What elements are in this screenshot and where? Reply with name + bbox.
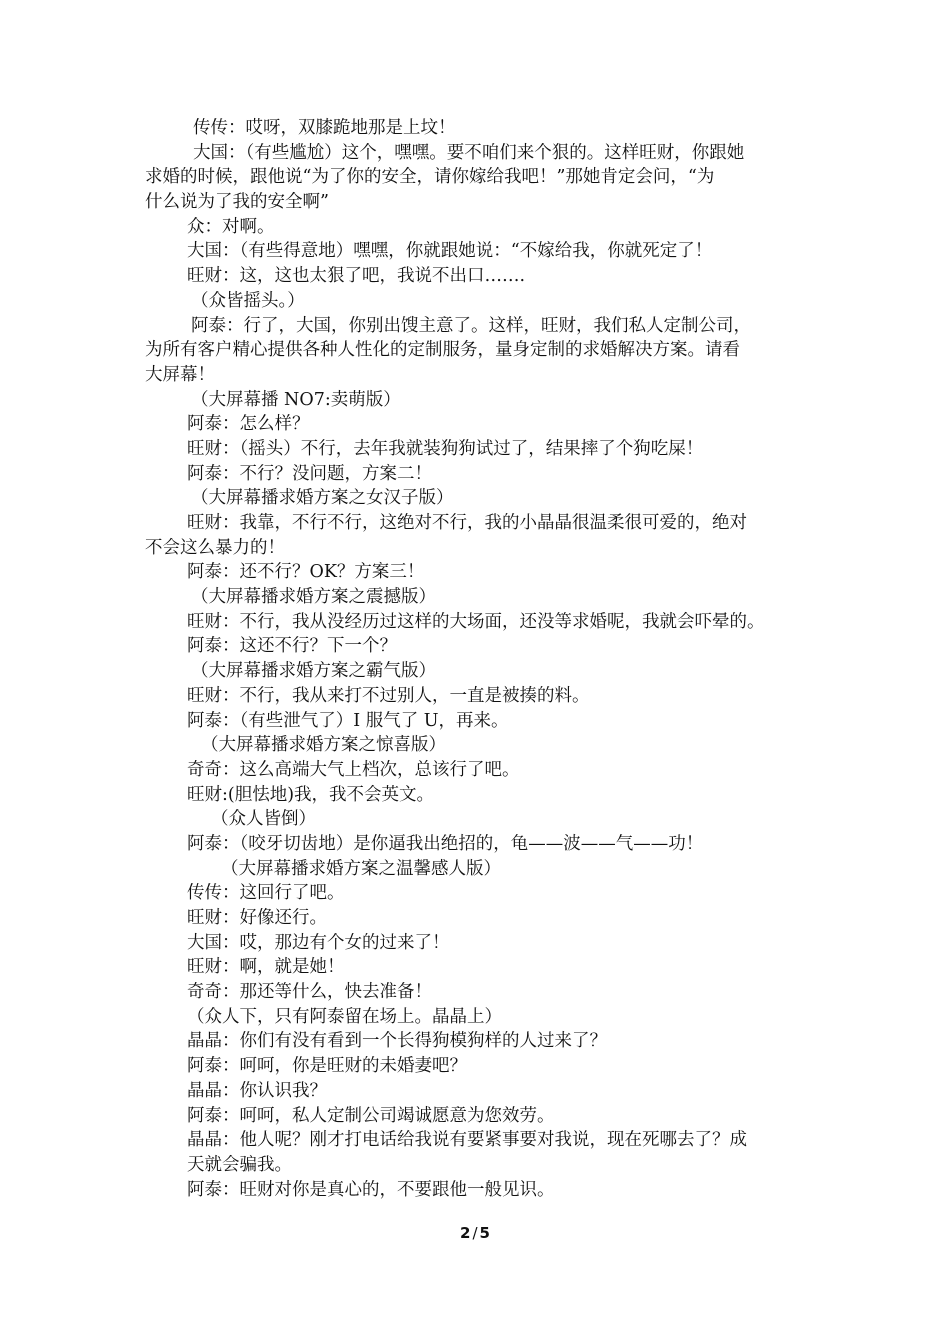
script-line: 求婚的时候，跟他说“为了你的安全，请你嫁给我吧！”那她肯定会问，“为 [145,167,715,188]
script-line: 晶晶：你们有没有看到一个长得狗模狗样的人过来了？ [187,1031,607,1052]
page-separator: / [472,1224,478,1242]
script-line: 奇奇：这么高端大气上档次，总该行了吧。 [187,759,520,780]
script-line: 阿泰：呵呵，私人定制公司竭诚愿意为您效劳。 [187,1105,555,1126]
script-line: 奇奇：那还等什么，快去准备！ [187,982,432,1003]
current-page-number: 2 [460,1224,471,1242]
total-page-count: 5 [479,1224,490,1242]
script-line: 阿泰：旺财对你是真心的，不要跟他一般见识。 [187,1179,555,1200]
script-line: 旺财：这，这也太狠了吧，我说不出口……. [187,266,526,287]
script-line: 传传：这回行了吧。 [187,883,345,904]
script-line: 众：对啊。 [187,216,275,237]
script-line: 天就会骗我。 [187,1154,292,1175]
script-line: 传传：哎呀，双膝跪地那是上坟！ [193,118,456,138]
script-line: （众人皆倒） [211,809,316,830]
script-line: 旺财:(胆怯地)我，我不会英文。 [187,784,435,805]
script-line: 阿泰：这还不行？下一个？ [187,636,397,657]
script-line: 旺财：不行，我从来打不过别人，一直是被揍的料。 [187,685,590,706]
script-line: 旺财：（摇头）不行，去年我就装狗狗试过了，结果摔了个狗吃屎！ [187,438,704,459]
script-line: 大国：（有些得意地）嘿嘿，你就跟她说：“不嫁给我，你就死定了！ [187,241,713,262]
script-text-body [145,116,815,1202]
page-number [0,1224,950,1242]
script-line: 旺财：我靠，不行不行，这绝对不行，我的小晶晶很温柔很可爱的，绝对 [187,513,747,533]
script-line: 阿泰：还不行？OK？方案三！ [187,562,425,583]
script-line: （大屏幕播 NO7:卖萌版） [191,389,401,410]
script-line: 晶晶：你认识我？ [187,1080,327,1101]
script-line: 阿泰：呵呵，你是旺财的未婚妻吧？ [187,1056,467,1077]
script-line: 旺财：好像还行。 [187,908,327,928]
script-line: （众皆摇头。） [191,290,305,311]
script-line: 阿泰：（有些泄气了）I 服气了 U，再来。 [187,710,509,731]
script-line: 大国：（有些尴尬）这个，嘿嘿。要不咱们来个狠的。这样旺财，你跟她 [193,142,745,163]
script-line: 阿泰：不行？没问题，方案二！ [187,463,432,484]
script-line: （大屏幕播求婚方案之温馨感人版） [221,858,501,879]
script-line: （大屏幕播求婚方案之惊喜版） [201,735,446,756]
script-line: 什么说为了我的安全啊” [145,192,329,213]
script-line: （大屏幕播求婚方案之震撼版） [191,587,436,608]
script-line: 大国：哎，那边有个女的过来了！ [187,932,450,953]
script-line: 旺财：不行，我从没经历过这样的大场面，还没等求婚呢，我就会吓晕的。 [187,611,765,632]
script-line: 阿泰：（咬牙切齿地）是你逼我出绝招的，龟——波——气——功！ [187,833,704,854]
script-line: 阿泰：怎么样？ [187,414,310,435]
script-line: 不会这么暴力的！ [145,537,285,558]
script-line: 阿泰：行了，大国，你别出馊主意了。这样，旺财，我们私人定制公司， [191,315,751,336]
script-line: （众人下，只有阿泰留在场上。晶晶上） [187,1006,502,1027]
script-line: （大屏幕播求婚方案之霸气版） [191,661,436,682]
script-line: 旺财：啊，就是她！ [187,957,345,978]
script-line: 大屏幕！ [145,364,215,385]
script-line: 晶晶：他人呢？刚才打电话给我说有要紧事要对我说，现在死哪去了？成 [187,1130,747,1151]
script-line: 为所有客户精心提供各种人性化的定制服务，量身定制的求婚解决方案。请看 [145,340,740,361]
script-line: （大屏幕播求婚方案之女汉子版） [191,488,454,509]
